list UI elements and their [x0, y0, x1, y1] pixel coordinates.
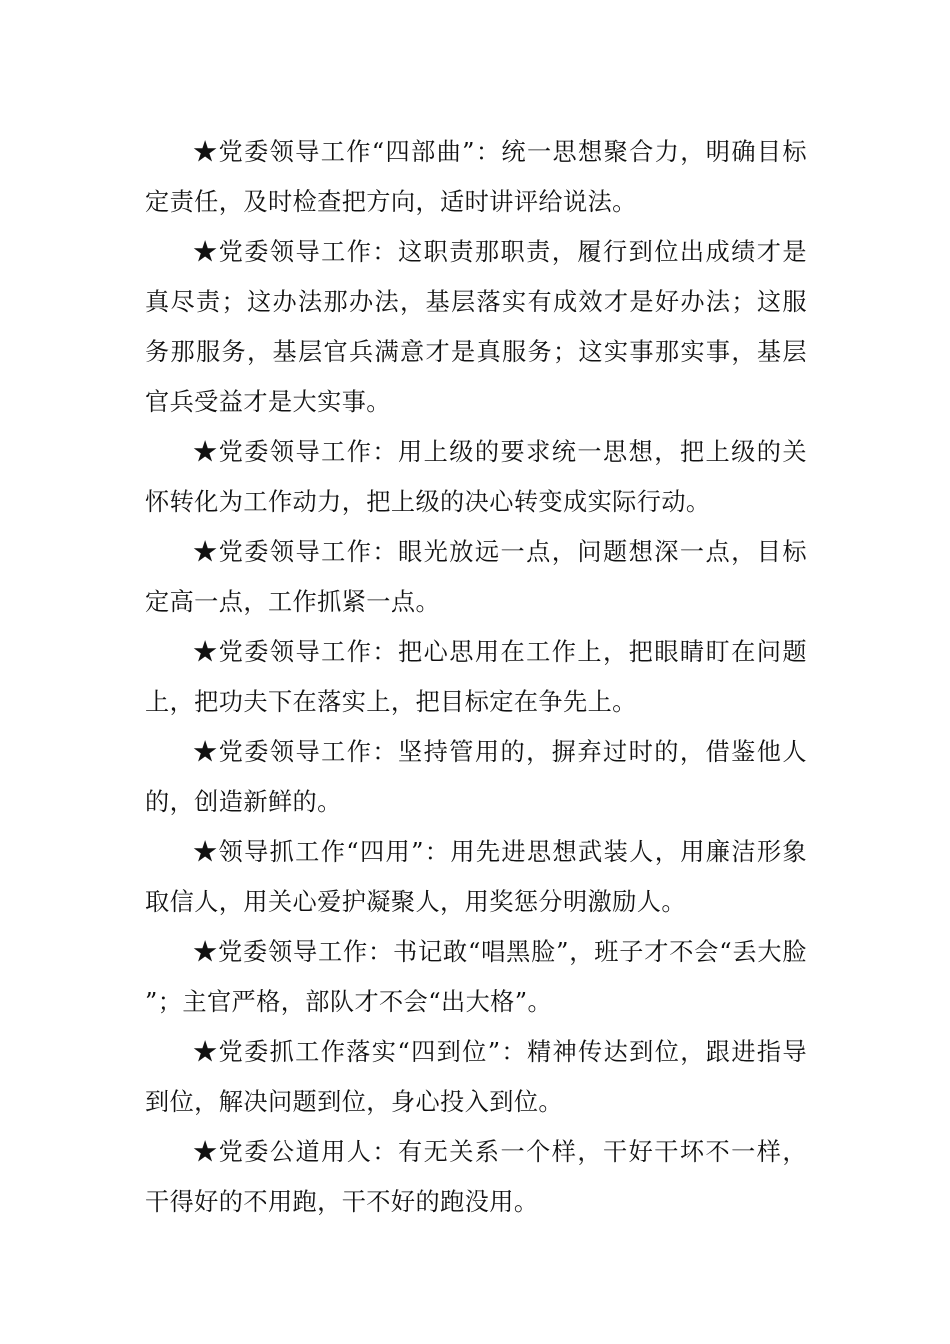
- paragraph-8: ★党委领导工作：书记敢“唱黑脸”，班子才不会“丢大脸”；主官严格，部队才不会“出大格”。: [145, 938, 807, 1016]
- paragraph-9: ★党委抓工作落实“四到位”：精神传达到位，跟进指导到位，解决问题到位，身心投入到位。: [145, 1038, 807, 1116]
- paragraph-3: ★党委领导工作：用上级的要求统一思想，把上级的关怀转化为工作动力，把上级的决心转变成实际行动。: [145, 438, 807, 516]
- paragraph-1: ★党委领导工作“四部曲”：统一思想聚合力，明确目标定责任，及时检查把方向，适时讲评给说法。: [145, 138, 807, 216]
- paragraph-2: ★党委领导工作：这职责那职责，履行到位出成绩才是真尽责；这办法那办法，基层落实有成效才是好办法；这服务那服务，基层官兵满意才是真服务；这实事那实事，基层官兵受益才是大实事。: [145, 238, 807, 416]
- paragraph-6: ★党委领导工作：坚持管用的，摒弃过时的，借鉴他人的，创造新鲜的。: [145, 738, 807, 816]
- paragraph-7: ★领导抓工作“四用”：用先进思想武装人，用廉洁形象取信人，用关心爱护凝聚人，用奖惩分明激励人。: [145, 838, 807, 916]
- paragraph-10: ★党委公道用人：有无关系一个样，干好干坏不一样，干得好的不用跑，干不好的跑没用。: [145, 1138, 807, 1216]
- paragraph-5: ★党委领导工作：把心思用在工作上，把眼睛盯在问题上，把功夫下在落实上，把目标定在争先上。: [145, 638, 807, 716]
- document-page: [145, 127, 807, 1227]
- paragraph-4: ★党委领导工作：眼光放远一点，问题想深一点，目标定高一点，工作抓紧一点。: [145, 538, 807, 616]
